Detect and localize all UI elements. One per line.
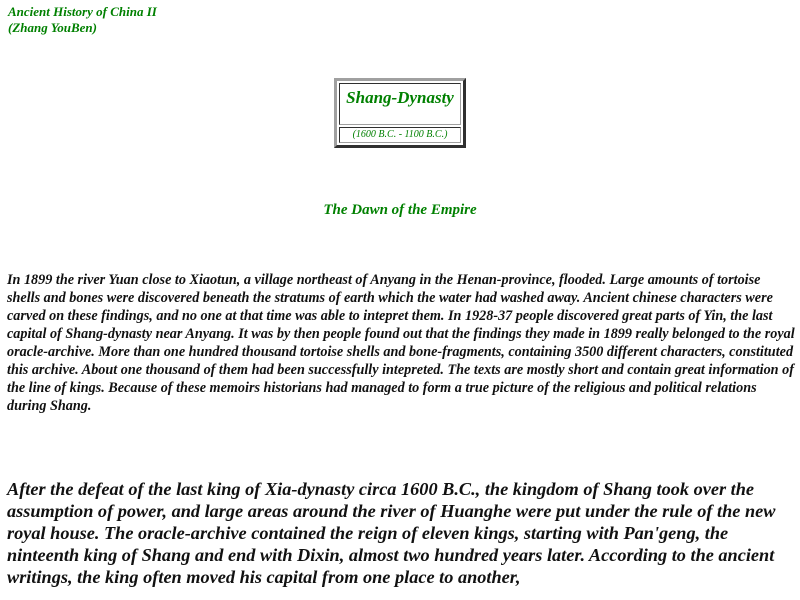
page-header bbox=[8, 4, 157, 36]
dynasty-dates: (1600 B.C. - 1100 B.C.) bbox=[339, 127, 461, 143]
paragraph-discovery: In 1899 the river Yuan close to Xiaotun, a village northeast of Anyang in the Henan-province, flooded. Large amounts of tortoise shells and bones were discovered beneath the stratums of earth which the water had washed away. Ancient chinese characters were carved on these findings, and no one at that time was able to intepret them. In 1928-37 people discovered great parts of Yin, the last capital of Shang-dynasty near Anyang. It was by then people found out that the findings they made in 1899 really belonged to the royal oracle-archive. More than one hundred thousand tortoise shells and bone-fragments, containing 3500 different characters, constituted this archive. About one thousand of them had been successfully intepreted. The texts are mostly short and contain great information of the line of kings. Because of these memoirs historians had managed to form a true picture of the religious and political relations during Shang. bbox=[7, 272, 795, 414]
dynasty-title-table bbox=[334, 78, 466, 148]
site-title: Ancient History of China II bbox=[8, 4, 157, 19]
section-subtitle: The Dawn of the Empire bbox=[323, 202, 477, 218]
site-author: (Zhang YouBen) bbox=[8, 20, 97, 35]
dynasty-title-box bbox=[334, 78, 466, 148]
paragraph-shang-rule: After the defeat of the last king of Xia-dynasty circa 1600 B.C., the kingdom of Shang took over the assumption of power, and large areas around the river of Huanghe were put under the rule of the new royal house. The oracle-archive contained the reign of eleven kings, starting with Pan'geng, the ninteenth king of Shang and end with Dixin, almost two hundred years later. According to the ancient writings, the king often moved his capital from one place to another, bbox=[7, 479, 776, 587]
dynasty-name: Shang-Dynasty bbox=[339, 83, 461, 125]
